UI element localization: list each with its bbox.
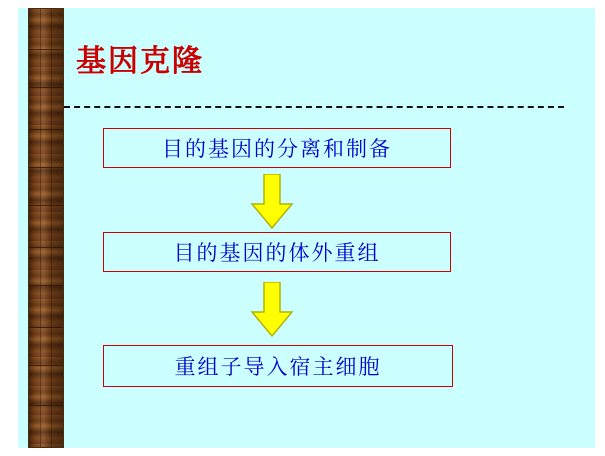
flow-step-3	[103, 345, 453, 387]
flow-step-2-label: 目的基因的体外重组	[173, 242, 381, 265]
dashed-divider	[64, 106, 564, 108]
page-title: 基因克隆	[76, 45, 204, 78]
flow-step-2	[103, 232, 451, 272]
flow-step-1-label: 目的基因的分离和制备	[162, 138, 392, 161]
wood-texture-strip	[28, 8, 64, 448]
flow-step-3-label: 重组子导入宿主细胞	[174, 356, 382, 379]
down-arrow-icon	[250, 174, 294, 230]
down-arrow-icon	[250, 282, 294, 338]
flow-step-1	[103, 128, 451, 168]
